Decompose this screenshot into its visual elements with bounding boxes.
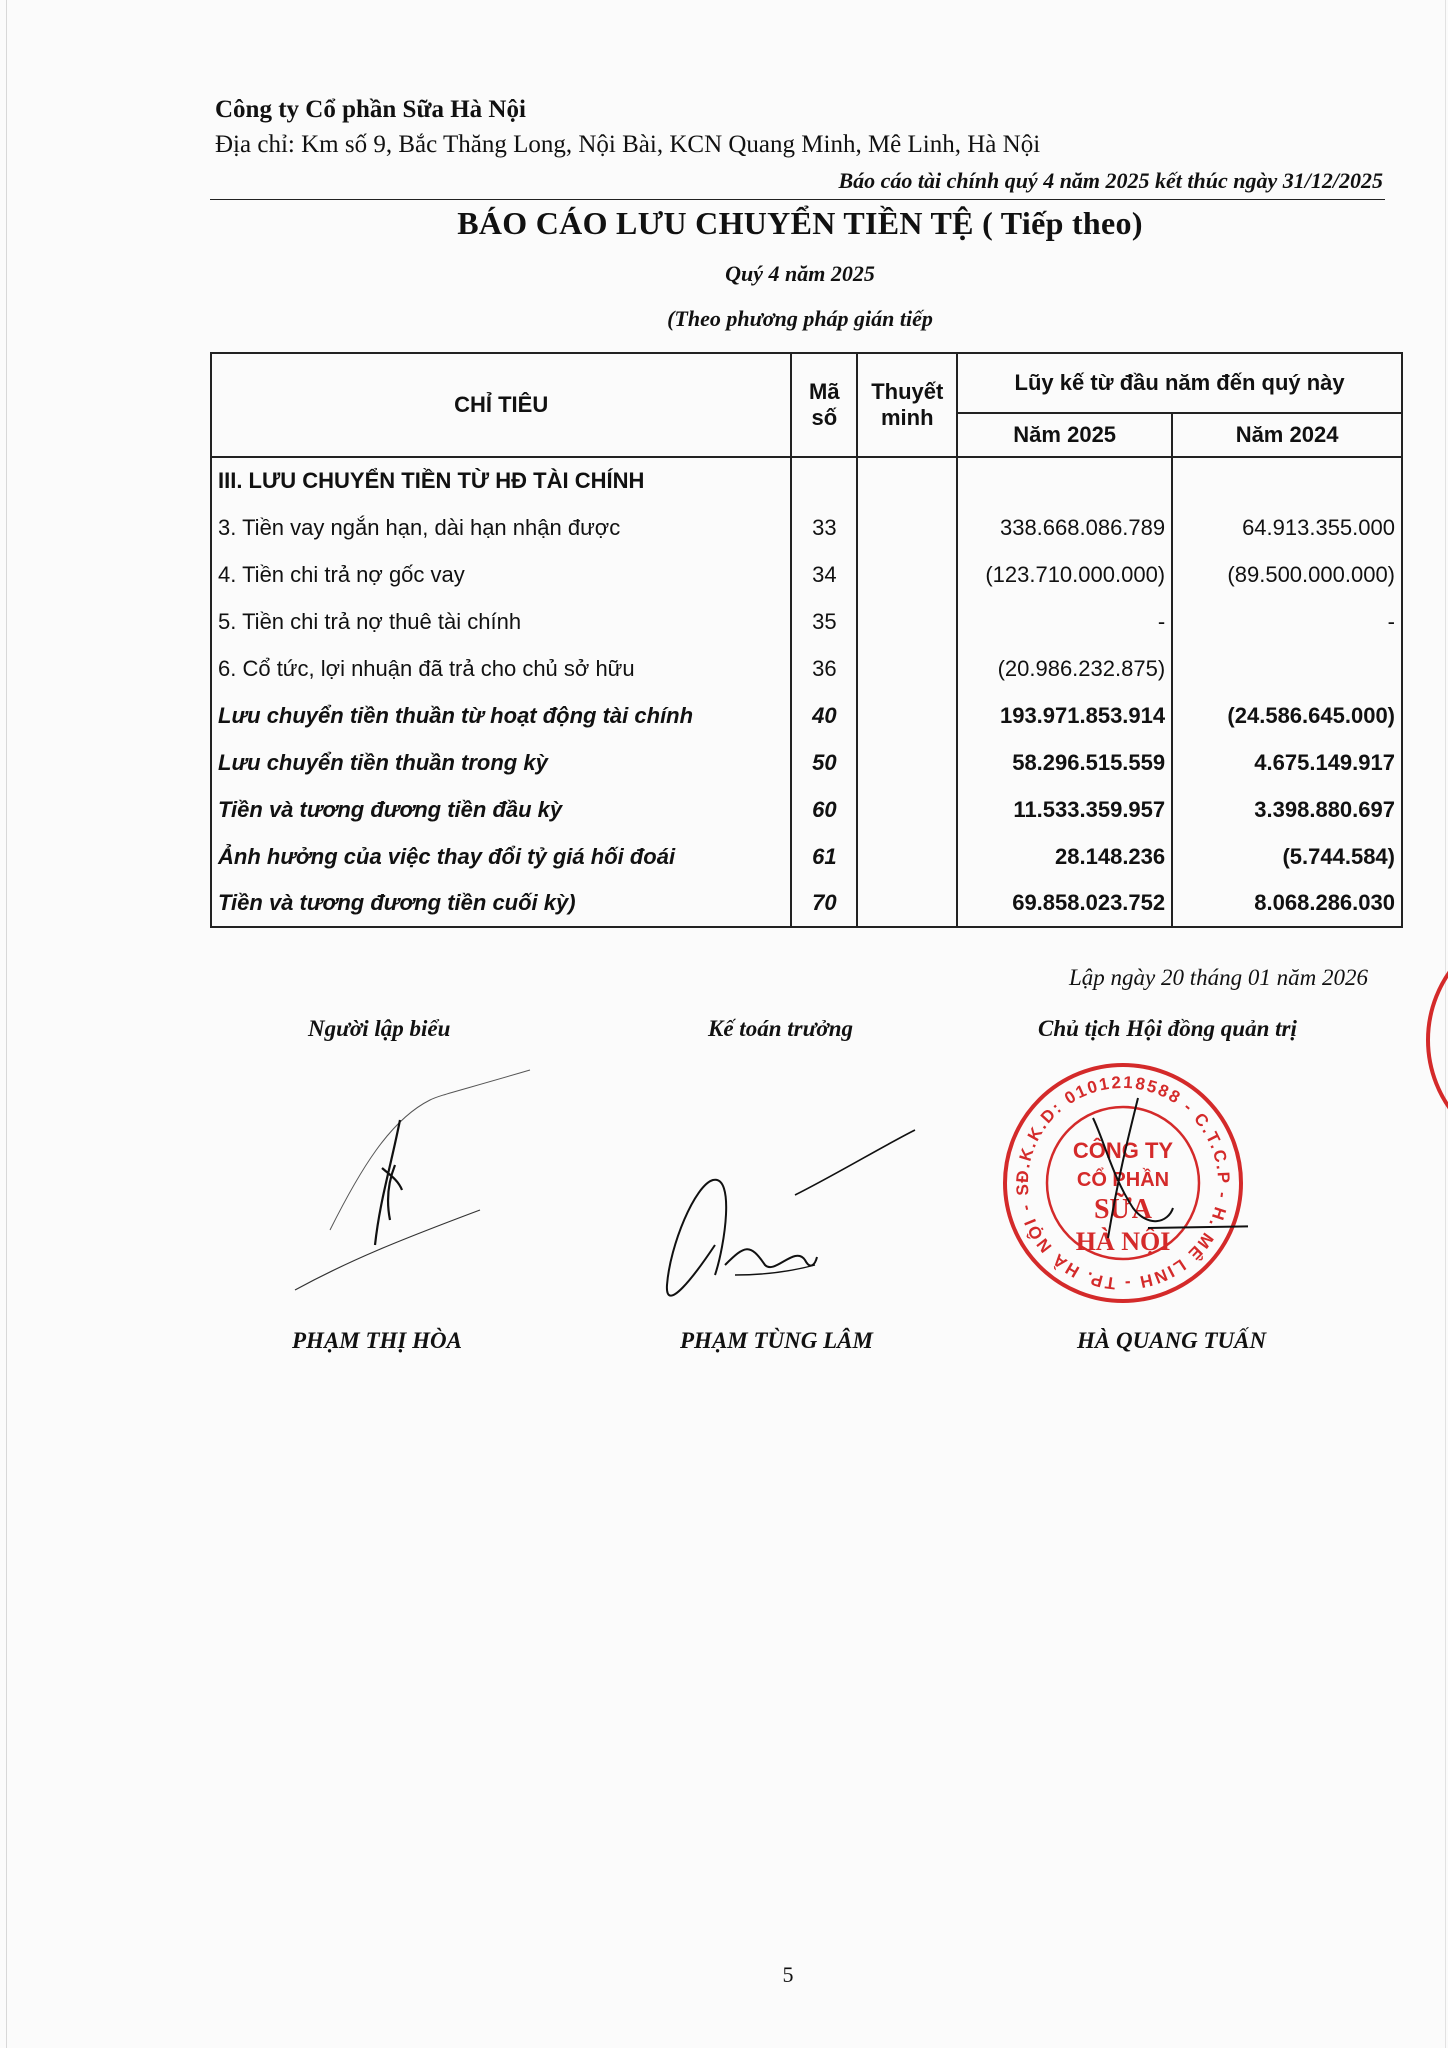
- page-number: 5: [782, 1962, 794, 1987]
- row-label: 5. Tiền chi trả nợ thuê tài chính: [211, 598, 791, 645]
- row-note: [857, 880, 957, 927]
- row-value-2024: 8.068.286.030: [1172, 880, 1402, 927]
- row-value-2024: 64.913.355.000: [1172, 504, 1402, 551]
- preparer-name: PHẠM THỊ HÒA: [292, 1328, 462, 1353]
- row-value-2025: (123.710.000.000): [957, 551, 1172, 598]
- row-label: Ảnh hưởng của việc thay đổi tỷ giá hối đoái: [211, 833, 791, 880]
- row-code: 40: [791, 692, 857, 739]
- stamp-line-4: HÀ NỘI: [1075, 1227, 1171, 1256]
- row-code: 60: [791, 786, 857, 833]
- row-note: [857, 598, 957, 645]
- row-code: 35: [791, 598, 857, 645]
- table-row: [211, 551, 1402, 598]
- section-row: [211, 457, 1402, 504]
- row-note: [857, 645, 957, 692]
- stamp-line-2: CỔ PHẦN: [1076, 1169, 1170, 1191]
- row-note: [857, 833, 957, 880]
- row-label: Tiền và tương đương tiền đầu kỳ: [211, 786, 791, 833]
- report-title: BÁO CÁO LƯU CHUYỂN TIỀN TỆ ( Tiếp theo): [457, 205, 1143, 241]
- row-label: 4. Tiền chi trả nợ gốc vay: [211, 551, 791, 598]
- row-value-2025: 69.858.023.752: [957, 880, 1172, 927]
- row-note: [857, 692, 957, 739]
- table-row: [211, 504, 1402, 551]
- section-label: III. LƯU CHUYỂN TIỀN TỪ HĐ TÀI CHÍNH: [211, 457, 791, 504]
- row-note: [857, 504, 957, 551]
- table-row: [211, 833, 1402, 880]
- row-value-2024: [1172, 645, 1402, 692]
- row-code: 36: [791, 645, 857, 692]
- stamp-ring-text: Đ.K.K.D: 0101218588 - C.T.C.P - H. MÊ LINH - TP. HÀ NỘI - S: [1012, 1072, 1234, 1294]
- row-value-2025: 58.296.515.559: [957, 739, 1172, 786]
- company-stamp: [998, 1058, 1248, 1308]
- chairman-role: Chủ tịch Hội đồng quản trị: [1038, 1016, 1297, 1041]
- table-row: [211, 645, 1402, 692]
- row-label: 3. Tiền vay ngắn hạn, dài hạn nhận được: [211, 504, 791, 551]
- company-address: Địa chỉ: Km số 9, Bắc Thăng Long, Nội Bài, KCN Quang Minh, Mê Linh, Hà Nội: [215, 131, 1041, 158]
- header-year-2024: Năm 2024: [1172, 413, 1402, 457]
- report-quarter: Quý 4 năm 2025: [725, 261, 875, 286]
- row-label: Tiền và tương đương tiền cuối kỳ): [211, 880, 791, 927]
- preparer-role: Người lập biểu: [308, 1016, 451, 1041]
- row-value-2025: 28.148.236: [957, 833, 1172, 880]
- header-note: Thuyết minh: [857, 353, 957, 457]
- header-divider: [210, 199, 1385, 200]
- header-year-2025: Năm 2025: [957, 413, 1172, 457]
- row-code: 61: [791, 833, 857, 880]
- row-note: [857, 786, 957, 833]
- stamp-line-1: CÔNG TY: [1072, 1138, 1174, 1163]
- row-code: 70: [791, 880, 857, 927]
- cash-flow-table: [210, 352, 1403, 928]
- row-value-2024: (24.586.645.000): [1172, 692, 1402, 739]
- accountant-name: PHẠM TÙNG LÂM: [680, 1328, 873, 1353]
- row-value-2025: 11.533.359.957: [957, 786, 1172, 833]
- row-value-2025: -: [957, 598, 1172, 645]
- row-note: [857, 551, 957, 598]
- row-label: 6. Cổ tức, lợi nhuận đã trả cho chủ sở hữu: [211, 645, 791, 692]
- accountant-role: Kế toán trưởng: [708, 1016, 853, 1041]
- row-code: 33: [791, 504, 857, 551]
- table-row: [211, 598, 1402, 645]
- row-code: 50: [791, 739, 857, 786]
- row-value-2024: 4.675.149.917: [1172, 739, 1402, 786]
- header-code: Mã số: [791, 353, 857, 457]
- table-row: [211, 692, 1402, 739]
- preparer-signature: [290, 1060, 540, 1300]
- partial-stamp-edge: [1416, 920, 1448, 1160]
- row-value-2024: -: [1172, 598, 1402, 645]
- accountant-signature: [655, 1125, 925, 1315]
- row-value-2025: 193.971.853.914: [957, 692, 1172, 739]
- table-row: [211, 880, 1402, 927]
- report-period: Báo cáo tài chính quý 4 năm 2025 kết thúc ngày 31/12/2025: [838, 168, 1383, 193]
- row-label: Lưu chuyển tiền thuần trong kỳ: [211, 739, 791, 786]
- row-value-2024: 3.398.880.697: [1172, 786, 1402, 833]
- row-value-2024: (5.744.584): [1172, 833, 1402, 880]
- row-value-2024: (89.500.000.000): [1172, 551, 1402, 598]
- table-row: [211, 786, 1402, 833]
- row-value-2025: 338.668.086.789: [957, 504, 1172, 551]
- company-name: Công ty Cổ phần Sữa Hà Nội: [215, 96, 526, 123]
- sign-date: Lập ngày 20 tháng 01 năm 2026: [1069, 965, 1368, 990]
- row-label: Lưu chuyển tiền thuần từ hoạt động tài chính: [211, 692, 791, 739]
- header-indicator: CHỈ TIÊU: [211, 353, 791, 457]
- header-cumulative: Lũy kế từ đầu năm đến quý này: [957, 353, 1402, 413]
- row-value-2025: (20.986.232.875): [957, 645, 1172, 692]
- stamp-line-3: SỮA: [1093, 1194, 1153, 1225]
- chairman-name: HÀ QUANG TUẤN: [1077, 1328, 1267, 1353]
- table-row: [211, 739, 1402, 786]
- row-code: 34: [791, 551, 857, 598]
- report-method: (Theo phương pháp gián tiếp: [667, 306, 933, 331]
- row-note: [857, 739, 957, 786]
